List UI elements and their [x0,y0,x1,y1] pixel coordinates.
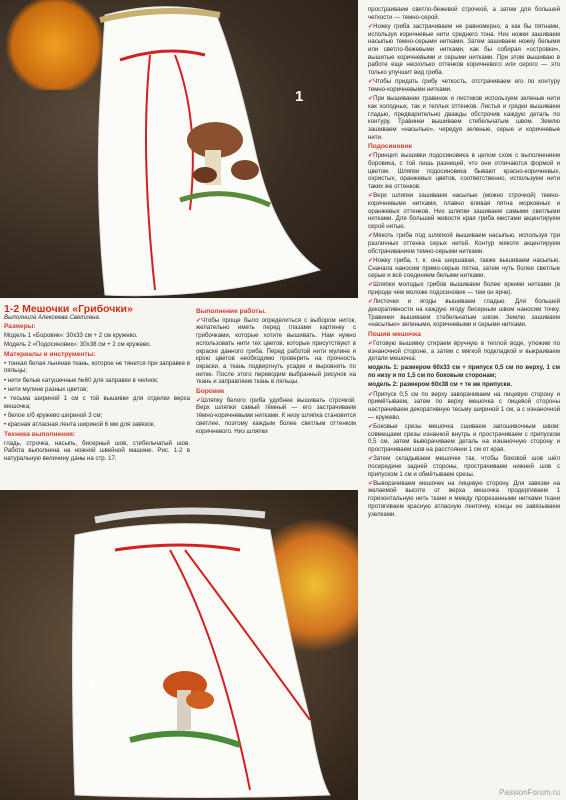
paragraph: ✔ Шляпки молодых грибов вышиваем более яркими нитками (в природе чем моложе подосиновик — тем он ярче). [368,281,560,296]
materials-item: • нити мулине разных цветов; [4,385,88,393]
materials-heading: Материалы и инструменты: [4,351,96,359]
sizes-heading: Размеры: [4,323,36,331]
borovik-heading: Боровик [196,388,225,396]
prep-heading: Выполнение работы. [196,308,266,315]
materials-item: • красная атласная лента шириной 6 мм для завязок. [4,421,156,429]
photo-number: 2 [88,675,97,692]
bag-illustration [0,490,358,800]
paragraph: ✔ Боковые срезы мешочка сшиваем запошивочным швом: совмещаем срезы изнанкой внутрь и прострачиваем с припуском 0,5 см, затем выворачиваем деталь на изнаночную сторону и прострачиваем шов на расстоянии 1 см от края. [368,423,560,454]
technique-text: гладь, строчка, насыпь, бисерный шов, стебельчатый шов. Работа выполнена на ножной швейной машине. Рис. 1-2 в натуральную величину даны на стр. 17. [4,439,190,462]
paragraph: ✔ Готовую вышивку стираем вручную в теплой воде, утюжим по изнаночной стороне, а затем с мягкой подкладкой и выкраиваем детали мешочка: [368,340,560,363]
paragraph: ✔ При вышивании травинок и листиков используем зеленые нити как холодных, так и теплых оттенков. Листья и грядки вышиваем гладью, предварительно дважды обстрочив каждую деталь по контуру. Травинки вышиваем стебельчатым швом. Землю зашиваем «насыпью», чередуя зеленые, серые и коричневые нити. [368,95,560,141]
prep-text: ✔ Чтобы проще было определиться с выбором ниток, желательно иметь перед глазами картинку с грибочками, которые хотите вышивать. Нам нужно использовать нити тех цветов, которые присутствуют в окраске данного гриба. Перед работой нити мулине я крою цветов необходимо проверить на прочность окраски, а ткань подвергнуть усадке и выровнять по нитке. После этого переводим выбранный рисунок на ткань и заправляем ткань в пяльцы. [196,317,356,386]
paragraph: модель 2: размером 60х38 см + те же припуски. [368,381,513,389]
paragraph: ✔ Затем складываем мешочек так, чтобы боковой шов шёл посередине задней стороны, прострачиваем нижний шов с припуском 1 см и обмётываем срезы. [368,455,560,478]
paragraph: ✔ Ножку гриба, т. к. она шершавая, также вышиваем насыпью. Сначала наносим прямо-серые пятна, затем чуть более светлые серые и всё соединяем белыми нитками. [368,257,560,280]
technique-heading: Техника выполнения: [4,430,76,438]
size-1: Модель 1 «Боровик»: 30х33 см + 2 см кружево. [4,332,138,340]
paragraph: ✔ Припуск 0,5 см по верху заворачиваем на лицевую сторону и примётываем, затем по верху мешочка с лицевой стороны настрачиваем декоративную тесьму шириной 1 см, а с изнаночной — кружево. [368,391,560,422]
podosinovik-heading: Подосиновик [368,143,412,151]
paragraph: ✔ Выворачиваем мешочек на лицевую сторону. Для завязки на желаемой высоте от верха мешочка продергиваем 1 горизонтальную нить ткани и между прорезанными нитками ткани протягиваем красную атласную ленточку, концы ее завязываем узелками. [368,480,560,519]
paragraph: модель 1: размером 60х33 см + припуск 0,5 см по верху, 1 см по низу и по 1,5 см по боковым сторонам; [368,364,560,380]
photo-number: 1 [295,88,304,105]
paragraph: ✔ Верх шляпки зашиваем насыпью (можно строчкой) темно-коричневыми нитками, плавно вливая пятна морковных и оранжевых оттенков. Низ шляпки зашиваем самыми светлыми нитками. Для большей живости края гриба местами акцентируем серой нитью. [368,192,560,231]
paragraph: ✔ Принцип вышивки подосиновика в целом схож с выполнением боровика, с той лишь разницей, что они отличаются формой и цветом. Шляпки подосиновика бывают красно-коричневых, охристых, оранжевых цветов, соответственно, используем нити таких же оттенков. [368,152,560,191]
materials-item: • тесьма шириной 1 см с той вышивки для отделки верха мешочка; [4,395,190,410]
right-column [368,6,560,520]
paragraph: ✔ Мякоть гриба под шляпкой вышиваем насыпью, используя три различных оттенка серых нитей. Контур мякоти акцентируем обстрачиванием темно-серыми нитками. [368,232,560,255]
materials-item: • белое х/б кружево шириной 3 см; [4,411,103,419]
article-title: 1-2 Мешочки «Грибочки» [4,303,133,315]
left-column [4,303,190,464]
paragraph: ✔ Листочки и ягоды вышиваем гладью. Для большей декоративности на каждую ягоду бисерным швом наносим точку. Травинки вышиваем стебельчатым швом. Землю зашиваем «насыпью» зелеными, коричневыми и серыми нитками. [368,298,560,329]
photo-bag-podosinovik [0,490,358,800]
author: Выполнила Алексеева Светлана. [4,313,101,321]
paragraph: ✔ Чтобы придать грибу четкость, отстрачиваем его по контуру темно-коричневыми нитками. [368,78,560,93]
watermark: PassionForum.ru [499,788,560,797]
materials-item: • нити белые катушечные №60 для заправки в челнок; [4,376,159,384]
middle-column [196,306,356,437]
materials-item: • тонкая белая льняная ткань, которое не тянется при заправке в пяльцы; [4,359,190,375]
sewing-heading: Пошив мешочка [368,331,421,339]
photo-bag-borovik [0,0,358,298]
size-2: Модель 2 «Подосиновик»: 30х38 см + 2 см кружево. [4,341,152,349]
paragraph: простраиваем светло-бежевой строчкой, а затем для большей четкости — темно-серой. [368,6,560,21]
borovik-text: ✔ Шляпку белого гриба удобнее вышивать строчкой. Верх шляпки самый тёмный — его застрачиваем тёмно-коричневыми нитками. К низу шляпка становится светлее, поэтому каждым более светлым оттенком коричневого. Низ шляпки [196,397,356,436]
bag-illustration [0,0,358,298]
paragraph: ✔ Ножку гриба застрачиваем не равномерно, а как бы пятнами, используя коричневые нити среднего тона. Низ ножки зашиваем насыпью темно-серыми нитками. Затем зашиваем ножку белыми или светло-бежевыми нитками, как бы собирая «островки», вышитые коричневыми и серыми нитками. При этом вышиваю в работе еще несколько оттенков коричневого или серого — это только улучшит вид гриба. [368,23,560,77]
